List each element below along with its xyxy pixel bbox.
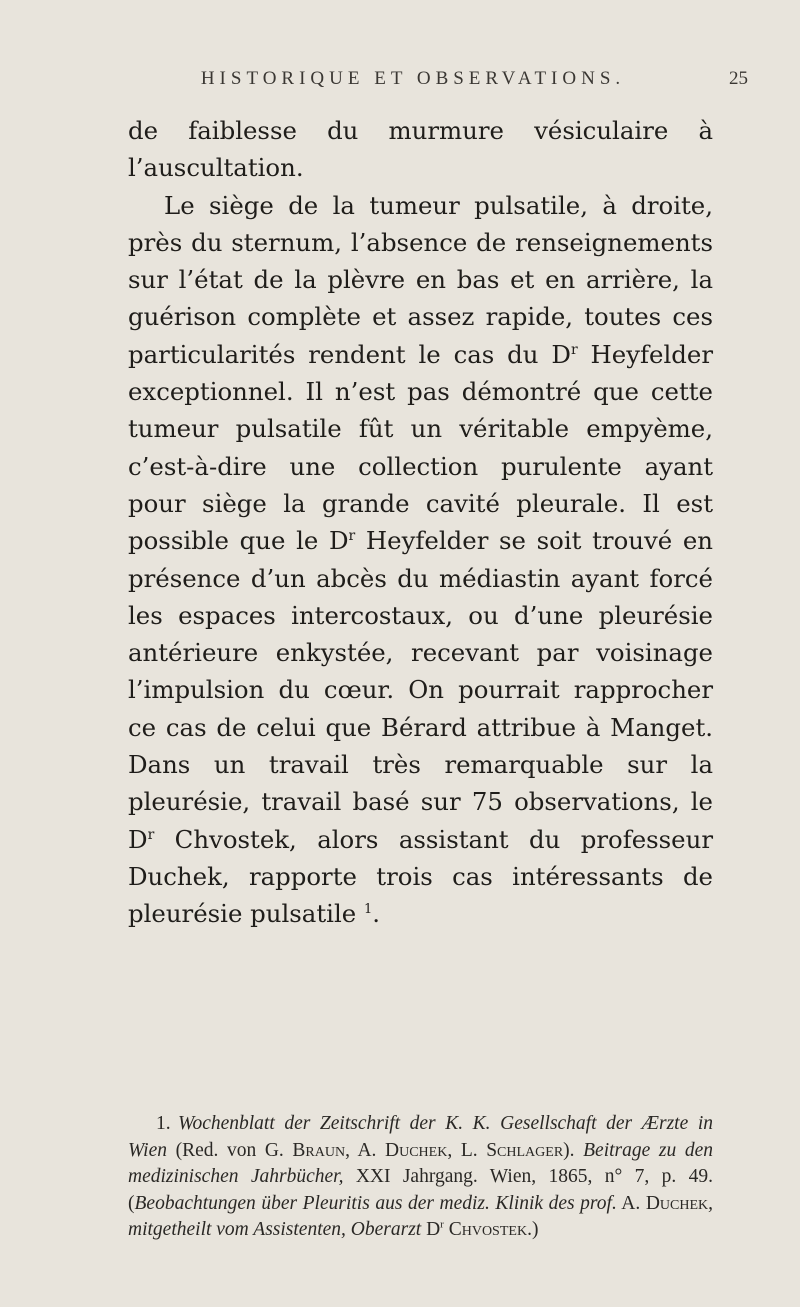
footnote-supplement: Beitrage zu den medizinischen Jahrbücher, — [128, 1139, 713, 1187]
footnote-dr-superscript: r — [440, 1218, 444, 1231]
footnote-volume: XXI Jahrgang. Wien, 1865, n° 7, p. 49. ( — [128, 1166, 713, 1214]
superscript-r: r — [147, 826, 155, 843]
footnote-dr: D — [421, 1219, 441, 1240]
footnote-editor-schlager: Schlager — [486, 1139, 564, 1161]
footnote-editor-duchek: Duchek — [385, 1139, 448, 1161]
paragraph-1-text: de faiblesse du murmure vésiculaire à l’auscultation. — [128, 116, 713, 183]
paragraph-1 — [128, 112, 713, 187]
paragraph-2-text-1: Le siège de la tumeur pulsatile, à droite, près du sternum, l’absence de renseignements sur l’état de la plèvre en bas et en arrière, la guérison complète et assez rapide, toutes ces particularités rendent le cas du D — [128, 190, 713, 369]
running-title: HISTORIQUE ET OBSERVATIONS. — [200, 68, 626, 89]
footnote-author-prefix: A. — [616, 1192, 646, 1214]
paragraph-2-end: . — [372, 899, 380, 929]
running-head — [118, 68, 748, 96]
paragraph-2-text-4: Chvostek, alors assistant du professeur Duchek, rapporte trois cas intéressants de pleurésie pulsatile — [128, 824, 713, 929]
footnote-reference[interactable]: 1 — [363, 902, 373, 918]
footnote — [128, 1111, 713, 1244]
footnote-editors-mid: , A. — [345, 1139, 386, 1161]
paragraph-2-text-3: Heyfelder se soit trouvé en présence d’un abcès du médiastin ayant forcé les espaces intercostaux, ou d’une pleurésie antérieure enkystée, recevant par voisinage l’impulsion du cœur. On pourrait rapprocher ce cas de celui que Bérard attribue à Manget. Dans un travail très remarquable sur la pleurésie, travail basé sur 75 observations, le D — [128, 526, 713, 854]
footnote-author-chvostek: Chvostek — [443, 1219, 528, 1240]
page-number: 25 — [729, 68, 748, 89]
superscript-r: r — [570, 341, 578, 358]
footnote-journal: Wochenblatt der Zeitschrift der K. K. Gesellschaft der Ærzte in Wien — [128, 1113, 713, 1161]
paragraph-2 — [128, 187, 713, 933]
footnote-closing: .) — [527, 1219, 539, 1240]
footnote-article: Beobachtungen über Pleuritis aus der mediz. Klinik des prof. — [134, 1192, 617, 1214]
footnote-editors-mid2: , L. — [447, 1139, 487, 1161]
superscript-r: r — [348, 528, 356, 545]
footnote-number: 1. — [156, 1113, 171, 1134]
footnote-editor-braun: Braun — [292, 1139, 346, 1161]
footnote-editors-intro: (Red. von G. — [167, 1139, 293, 1161]
footnote-communicated: , mitgetheilt vom Assistenten, Oberarzt — [128, 1192, 713, 1240]
body-text — [128, 112, 713, 933]
paragraph-2-text-2: Heyfelder exceptionnel. Il n’est pas démontré que cette tumeur pulsatile fût un véritable empyème, c’est-à-dire une collection purulente ayant pour siège la grande cavité pleurale. Il est possible que le D — [128, 339, 713, 556]
footnote-editors-close: ). — [563, 1139, 584, 1161]
footnote-author-duchek: Duchek — [645, 1192, 709, 1214]
